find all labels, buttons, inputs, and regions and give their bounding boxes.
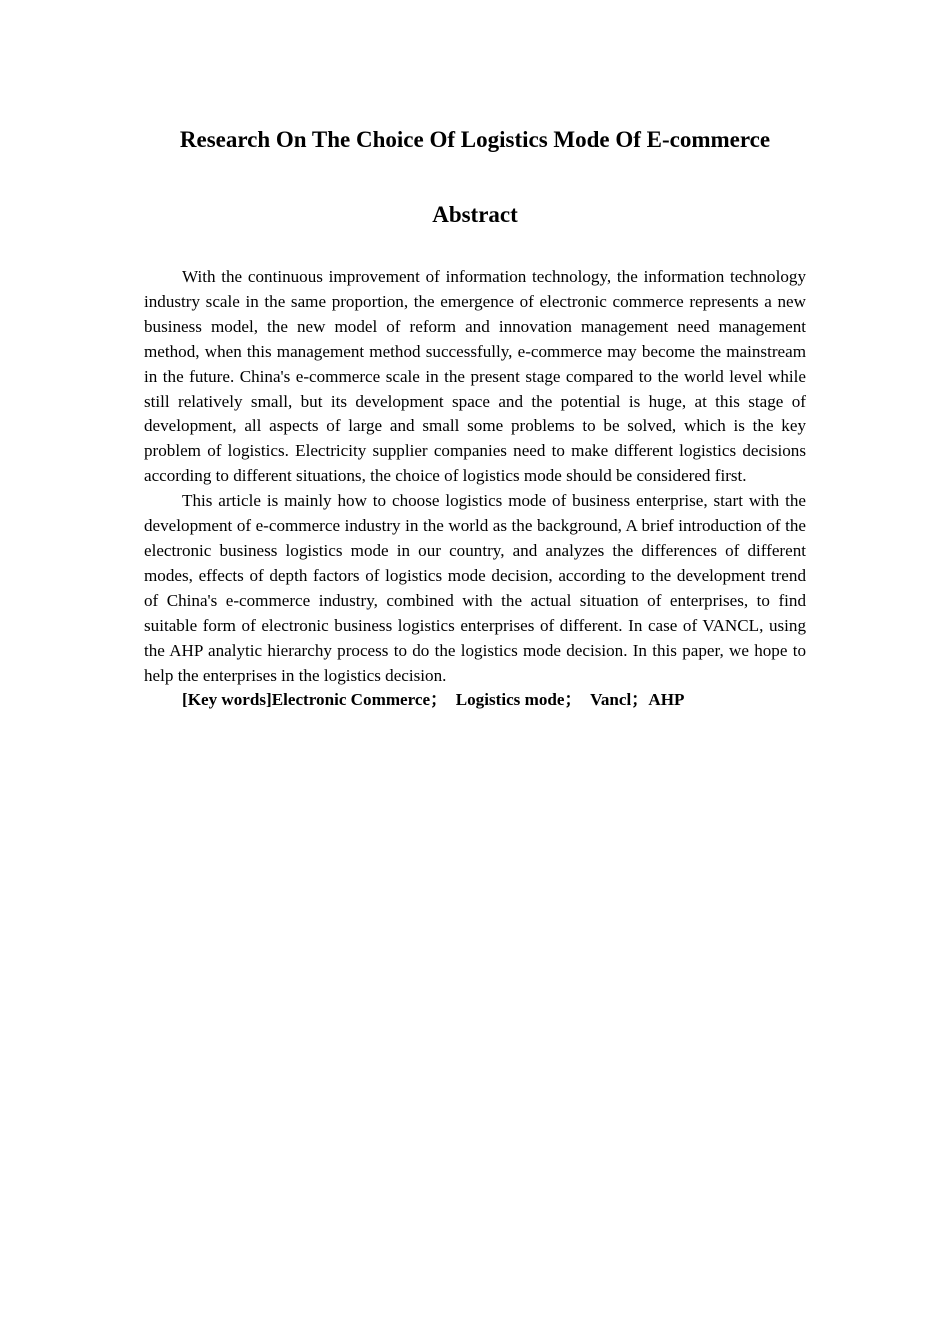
abstract-paragraph-1: With the continuous improvement of information technology, the information technology industry scale in the same proportion, the emergence of electronic commerce represents a new business model, the new model of reform and innovation management need management method, when this management method successfully, e-commerce may become the mainstream in the future. China's e-commerce scale in the present stage compared to the world level while still relatively small, but its development space and the potential is huge, at this stage of development, all aspects of large and small some problems to be solved, which is the key problem of logistics. Electricity supplier companies need to make different logistics decisions according to different situations, the choice of logistics mode should be considered first. xyxy=(144,267,806,486)
keywords-line: [Key words]Electronic Commerce； Logistics mode； Vancl；AHP xyxy=(182,690,685,710)
abstract-heading: Abstract xyxy=(432,202,518,227)
abstract-paragraph-2: This article is mainly how to choose logistics mode of business enterprise, start with the development of e-commerce industry in the world as the background, A brief introduction of the electronic business logistics mode in our country, and analyzes the differences of different modes, effects of depth factors of logistics mode decision, according to the development trend of China's e-commerce industry, combined with the actual situation of enterprises, to find suitable form of electronic business logistics enterprises of different. In case of VANCL, using the AHP analytic hierarchy process to do the logistics mode decision. In this paper, we hope to help the enterprises in the logistics decision. xyxy=(144,491,806,685)
document-title: Research On The Choice Of Logistics Mode Of E-commerce xyxy=(179,127,771,152)
abstract-body xyxy=(144,265,806,713)
